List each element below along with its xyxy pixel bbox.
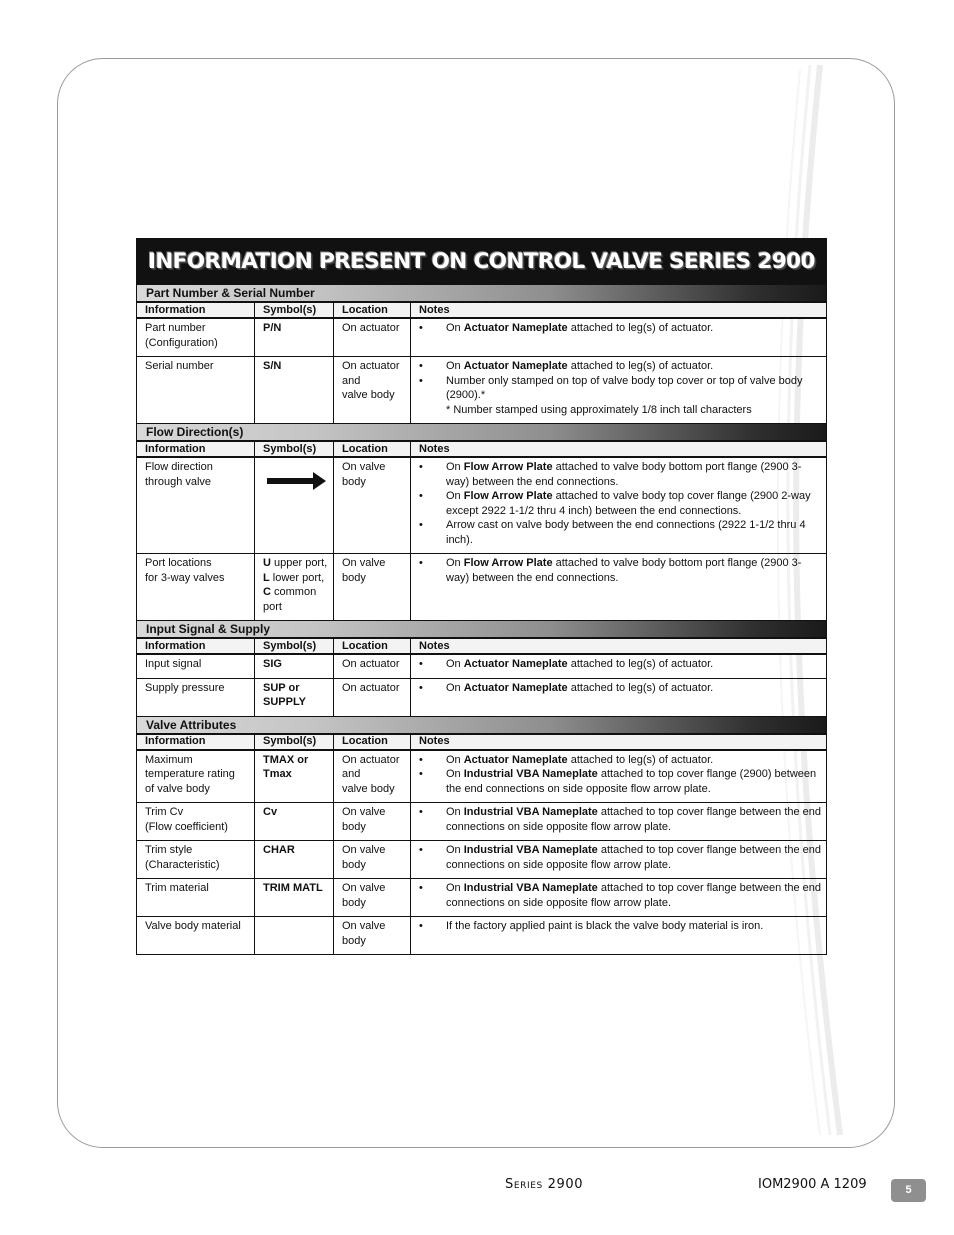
location-text: On valve (342, 844, 386, 856)
text-run: Arrow cast on valve body between the end connections (2922 1-1/2 thru 4 inch). (446, 519, 806, 546)
location-text: body (342, 571, 366, 584)
info-table-document (136, 238, 827, 955)
notes-list (419, 657, 822, 672)
text-run: On (446, 753, 464, 766)
symbol-text: SUP or (263, 681, 300, 694)
text-run: On (446, 322, 464, 334)
section-heading: Input Signal & Supply (136, 621, 827, 637)
notes-cell (411, 917, 827, 955)
location-cell (334, 654, 411, 678)
table-row (137, 457, 827, 554)
bold-run: C (263, 586, 271, 598)
location-text: body (342, 820, 366, 833)
notes-list (419, 919, 822, 934)
text-run: attached to leg(s) of actuator. (567, 681, 714, 694)
info-text: Serial number (145, 360, 214, 372)
text-run: lower port, (269, 571, 325, 584)
column-header: Symbol(s) (255, 302, 334, 318)
info-cell (137, 678, 255, 716)
notes-cell (411, 841, 827, 879)
bold-run: Industrial VBA Nameplate (463, 882, 598, 894)
location-cell (334, 357, 411, 424)
notes-cell (411, 357, 827, 424)
bold-run: Flow Arrow Plate (463, 557, 553, 569)
bold-run: Industrial VBA Nameplate (463, 768, 598, 780)
notes-list (419, 460, 822, 547)
bold-run: Flow Arrow Plate (463, 490, 553, 502)
section-table (136, 301, 827, 424)
text-run: On (446, 844, 464, 856)
table-row (137, 678, 827, 716)
notes-list (419, 556, 822, 585)
table-row (137, 750, 827, 803)
section-heading: Valve Attributes (136, 717, 827, 733)
footnote: * Number stamped using approximately 1/8 inch tall characters (446, 403, 752, 416)
info-cell (137, 318, 255, 357)
column-header-row (137, 441, 827, 457)
note-item (419, 556, 822, 585)
info-cell (137, 357, 255, 424)
column-header: Notes (411, 302, 827, 318)
footer-series: Series 2900 (505, 1177, 584, 1192)
bold-run: Actuator Nameplate (463, 658, 568, 670)
symbol-text: Tmax (263, 768, 292, 780)
info-cell (137, 554, 255, 621)
notes-list (419, 321, 822, 336)
text-run: attached to leg(s) of actuator. (567, 322, 714, 334)
notes-cell (411, 678, 827, 716)
info-text: of valve body (145, 782, 210, 795)
info-text: Maximum (145, 753, 193, 766)
bold-run: U (263, 557, 271, 569)
info-text: Valve body material (145, 920, 241, 932)
text-run: attached to leg(s) of actuator. (567, 658, 714, 670)
text-run: On (446, 806, 464, 818)
note-item (419, 657, 822, 672)
text-run: port (263, 600, 282, 613)
column-header-row (137, 638, 827, 654)
info-cell (137, 750, 255, 803)
location-text: On actuator (342, 753, 400, 766)
text-run: On (446, 360, 464, 372)
location-text: On actuator (342, 360, 400, 372)
info-text: Port locations (145, 557, 212, 569)
notes-cell (411, 879, 827, 917)
info-text: (Configuration) (145, 336, 218, 349)
text-run: attached to top cover flange between the end connections on side opposite flow arrow plate. (446, 844, 822, 871)
bold-run: Actuator Nameplate (463, 322, 568, 334)
symbol-cell (255, 457, 334, 554)
text-run: attached to valve body bottom port flange (2900 3-way) between the end connections. (446, 461, 802, 488)
info-text: Supply pressure (145, 681, 225, 694)
notes-list (419, 753, 822, 797)
symbol-text: CHAR (263, 844, 295, 856)
notes-cell (411, 457, 827, 554)
text-run: On (446, 681, 464, 694)
note-item (419, 881, 822, 910)
location-cell (334, 879, 411, 917)
text-run: On (446, 768, 464, 780)
page-number: 5 (891, 1179, 926, 1202)
info-text: Trim style (145, 844, 193, 856)
text-run: On (446, 557, 464, 569)
notes-cell (411, 750, 827, 803)
location-cell (334, 318, 411, 357)
notes-list (419, 805, 822, 834)
column-header: Notes (411, 734, 827, 750)
bold-run: L (263, 571, 270, 584)
flow-arrow-icon (267, 472, 327, 490)
bold-run: Flow Arrow Plate (463, 461, 553, 473)
location-cell (334, 750, 411, 803)
notes-cell (411, 554, 827, 621)
info-cell (137, 879, 255, 917)
table-row (137, 803, 827, 841)
text-run: attached to top cover flange between the end connections on side opposite flow arrow plate. (446, 806, 822, 833)
section-table (136, 733, 827, 956)
column-header-row (137, 302, 827, 318)
notes-cell (411, 318, 827, 357)
location-text: and (342, 768, 361, 780)
info-text: Flow direction (145, 461, 213, 473)
location-cell (334, 803, 411, 841)
location-text: On actuator (342, 658, 400, 670)
table-sections (136, 285, 827, 955)
location-text: body (342, 858, 366, 871)
table-title: INFORMATION PRESENT ON CONTROL VALVE SERIES 2900 (148, 249, 815, 274)
note-item (419, 359, 822, 374)
symbol-text: TMAX or (263, 753, 309, 766)
symbol-cell (255, 841, 334, 879)
location-text: body (342, 475, 366, 488)
location-cell (334, 678, 411, 716)
info-cell (137, 654, 255, 678)
bold-run: Industrial VBA Nameplate (463, 806, 598, 818)
location-text: body (342, 896, 366, 909)
column-header: Symbol(s) (255, 734, 334, 750)
symbol-cell (255, 879, 334, 917)
notes-list (419, 843, 822, 872)
column-header: Location (334, 302, 411, 318)
column-header: Notes (411, 638, 827, 654)
text-run: Number only stamped on top of valve body top cover or top of valve body (2900).* (446, 374, 803, 401)
location-text: On valve (342, 920, 386, 932)
column-header: Information (137, 638, 255, 654)
column-header: Location (334, 441, 411, 457)
location-cell (334, 841, 411, 879)
notes-list (419, 359, 822, 403)
note-item (419, 518, 822, 547)
column-header-row (137, 734, 827, 750)
note-item (419, 489, 822, 518)
text-run: attached to valve body top cover flange (2900 2-way except 2922 1-1/2 thru 4 inch) between the end connections. (446, 490, 811, 517)
symbol-cell (255, 917, 334, 955)
location-text: On valve (342, 882, 386, 894)
table-row (137, 841, 827, 879)
location-text: On valve (342, 461, 386, 473)
table-row (137, 554, 827, 621)
note-item (419, 460, 822, 489)
text-run: upper port, (270, 557, 328, 569)
info-text: for 3-way valves (145, 571, 225, 584)
column-header: Information (137, 441, 255, 457)
info-text: (Characteristic) (145, 858, 220, 871)
location-text: On actuator (342, 322, 400, 334)
symbol-text: SIG (263, 658, 282, 670)
symbol-text: SUPPLY (263, 696, 307, 708)
note-item (419, 843, 822, 872)
text-run: On (446, 658, 464, 670)
text-run: If the factory applied paint is black the valve body material is iron. (446, 920, 764, 932)
text-run: attached to leg(s) of actuator. (567, 753, 714, 766)
symbol-text: Cv (263, 806, 278, 818)
location-text: and (342, 374, 361, 387)
info-text: Input signal (145, 658, 202, 670)
note-item (419, 321, 822, 336)
text-run: attached to leg(s) of actuator. (567, 360, 714, 372)
table-row (137, 318, 827, 357)
section-table (136, 440, 827, 621)
table-title-banner (136, 238, 827, 285)
text-run: attached to top cover flange between the end connections on side opposite flow arrow plate. (446, 882, 822, 909)
text-run: On (446, 490, 464, 502)
note-item (419, 919, 822, 934)
section-heading: Part Number & Serial Number (136, 285, 827, 301)
info-text: temperature rating (145, 768, 235, 780)
location-text: body (342, 934, 366, 947)
text-run: On (446, 461, 464, 473)
table-row (137, 357, 827, 424)
info-text: Trim Cv (145, 806, 184, 818)
column-header: Information (137, 302, 255, 318)
info-cell (137, 841, 255, 879)
table-row (137, 654, 827, 678)
footer-doc-code: IOM2900 A 1209 (758, 1177, 867, 1192)
symbol-cell (255, 654, 334, 678)
column-header: Symbol(s) (255, 441, 334, 457)
info-text: Trim material (145, 882, 209, 894)
note-item (419, 753, 822, 768)
column-header: Notes (411, 441, 827, 457)
info-cell (137, 917, 255, 955)
location-text: On actuator (342, 681, 400, 694)
symbol-cell (255, 803, 334, 841)
info-cell (137, 457, 255, 554)
bold-run: Actuator Nameplate (463, 753, 568, 766)
bold-run: Actuator Nameplate (463, 681, 568, 694)
info-text: Part number (145, 322, 206, 334)
symbol-cell (255, 678, 334, 716)
symbol-text: P/N (263, 322, 282, 334)
location-text: On valve (342, 557, 386, 569)
note-item (419, 374, 822, 403)
bold-run: Industrial VBA Nameplate (463, 844, 598, 856)
column-header: Symbol(s) (255, 638, 334, 654)
notes-cell (411, 654, 827, 678)
section-heading: Flow Direction(s) (136, 424, 827, 440)
notes-list (419, 881, 822, 910)
text-run: attached to top cover flange (2900) between the end connections on side opposite flow arrow plate. (446, 768, 817, 795)
location-cell (334, 457, 411, 554)
column-header: Location (334, 638, 411, 654)
note-item (419, 767, 822, 796)
notes-list (419, 681, 822, 696)
note-item (419, 681, 822, 696)
table-row (137, 917, 827, 955)
location-text: valve body (342, 782, 395, 795)
section-table (136, 637, 827, 717)
text-run: On (446, 882, 464, 894)
notes-cell (411, 803, 827, 841)
location-cell (334, 554, 411, 621)
location-text: On valve (342, 806, 386, 818)
symbol-cell (255, 554, 334, 621)
symbol-cell (255, 357, 334, 424)
info-cell (137, 803, 255, 841)
column-header: Information (137, 734, 255, 750)
symbol-cell (255, 750, 334, 803)
info-text: through valve (145, 475, 212, 488)
info-text: (Flow coefficient) (145, 820, 228, 833)
location-text: valve body (342, 389, 395, 401)
text-run: attached to valve body bottom port flange (2900 3-way) between the end connections. (446, 557, 802, 584)
text-run: common (270, 586, 317, 598)
location-cell (334, 917, 411, 955)
symbol-text: TRIM MATL (263, 882, 323, 894)
table-row (137, 879, 827, 917)
note-item (419, 805, 822, 834)
symbol-cell (255, 318, 334, 357)
column-header: Location (334, 734, 411, 750)
symbol-text: S/N (263, 360, 282, 372)
bold-run: Actuator Nameplate (463, 360, 568, 372)
